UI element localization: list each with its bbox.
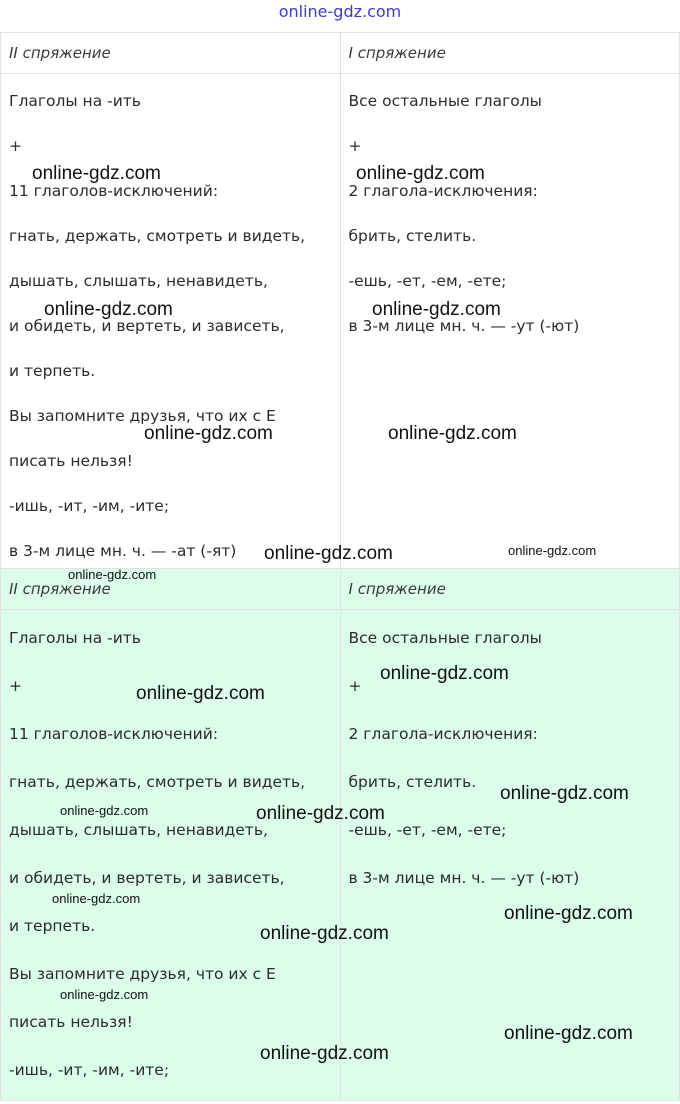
rule-line: гнать, держать, смотреть и видеть,	[9, 773, 306, 791]
rule-line: 11 глаголов-исключений:	[9, 725, 219, 743]
site-link[interactable]: online-gdz.com	[278, 2, 402, 21]
watermark: online-gdz.com	[44, 299, 173, 320]
watermark: online-gdz.com	[32, 163, 161, 184]
rule-line: +	[348, 677, 362, 695]
rule-line: и терпеть.	[9, 362, 96, 380]
rule-line: и терпеть.	[9, 917, 96, 935]
watermark: online-gdz.com	[52, 891, 141, 906]
watermark: online-gdz.com	[136, 683, 265, 704]
rule-line: и обидеть, и вертеть, и зависеть,	[9, 869, 285, 887]
rule-line: +	[9, 137, 22, 155]
rule-line: 2 глагола-исключения:	[348, 725, 538, 743]
cell-second-conjugation	[1, 610, 341, 1101]
rule-line: в 3-м лице мн. ч. — -ут (-ют)	[348, 869, 580, 887]
watermark: online-gdz.com	[372, 299, 501, 320]
watermark: online-gdz.com	[260, 923, 389, 944]
header-second-conjugation: II спряжение	[1, 33, 341, 74]
watermark: online-gdz.com	[68, 567, 157, 582]
rule-line: писать нельзя!	[9, 1013, 133, 1031]
rule-line: -ешь, -ет, -ем, -ете;	[348, 821, 507, 839]
rule-line: +	[348, 137, 362, 155]
rule-line: брить, стелить.	[348, 227, 477, 245]
header-first-conjugation: I спряжение	[340, 33, 680, 74]
rule-line: дышать, слышать, ненавидеть,	[9, 821, 268, 839]
watermark: online-gdz.com	[508, 543, 597, 558]
watermark: online-gdz.com	[500, 783, 629, 804]
rule-line: -ишь, -ит, -им, -ите;	[9, 497, 170, 515]
header-first-conjugation: I спряжение	[340, 569, 680, 610]
watermark: online-gdz.com	[260, 1043, 389, 1064]
rule-line: -ишь, -ит, -им, -ите;	[9, 1061, 170, 1079]
watermark: online-gdz.com	[264, 543, 393, 564]
rule-line: писать нельзя!	[9, 452, 133, 470]
rule-lines	[349, 628, 672, 888]
rule-lines	[9, 91, 332, 561]
cell-second-conjugation	[1, 74, 341, 570]
rule-line: Все остальные глаголы	[348, 629, 542, 647]
rule-line: Вы запомните друзья, что их с Е	[9, 407, 276, 425]
rule-lines	[349, 91, 672, 336]
watermark: online-gdz.com	[388, 423, 517, 444]
rule-line: 2 глагола-исключения:	[348, 182, 538, 200]
site-header	[0, 0, 680, 30]
rule-line: +	[9, 677, 22, 695]
cell-first-conjugation	[340, 74, 680, 570]
rule-line: брить, стелить.	[348, 773, 477, 791]
rule-line: Все остальные глаголы	[348, 92, 542, 110]
rule-line: Глаголы на -ить	[9, 92, 141, 110]
watermark: online-gdz.com	[256, 803, 385, 824]
watermark: online-gdz.com	[144, 423, 273, 444]
header-second-conjugation: II спряжение	[1, 569, 341, 610]
conjugation-table-1	[0, 32, 680, 570]
rule-line: Вы запомните друзья, что их с Е	[9, 965, 276, 983]
rule-line: -ешь, -ет, -ем, -ете;	[348, 272, 507, 290]
watermark: online-gdz.com	[504, 1023, 633, 1044]
watermark: online-gdz.com	[504, 903, 633, 924]
rule-lines	[9, 628, 332, 1080]
watermark: online-gdz.com	[356, 163, 485, 184]
rule-line: дышать, слышать, ненавидеть,	[9, 272, 268, 290]
rule-line: гнать, держать, смотреть и видеть,	[9, 227, 306, 245]
watermark: online-gdz.com	[60, 987, 149, 1002]
cell-first-conjugation	[340, 610, 680, 1101]
rule-line: в 3-м лице мн. ч. — -ат (-ят)	[9, 542, 237, 560]
watermark: online-gdz.com	[380, 663, 509, 684]
conjugation-table-2	[0, 568, 680, 1101]
rule-line: и обидеть, и вертеть, и зависеть,	[9, 317, 285, 335]
rule-line: Глаголы на -ить	[9, 629, 141, 647]
rule-line: 11 глаголов-исключений:	[9, 182, 219, 200]
watermark: online-gdz.com	[60, 803, 149, 818]
rule-line: в 3-м лице мн. ч. — -ут (-ют)	[348, 317, 580, 335]
